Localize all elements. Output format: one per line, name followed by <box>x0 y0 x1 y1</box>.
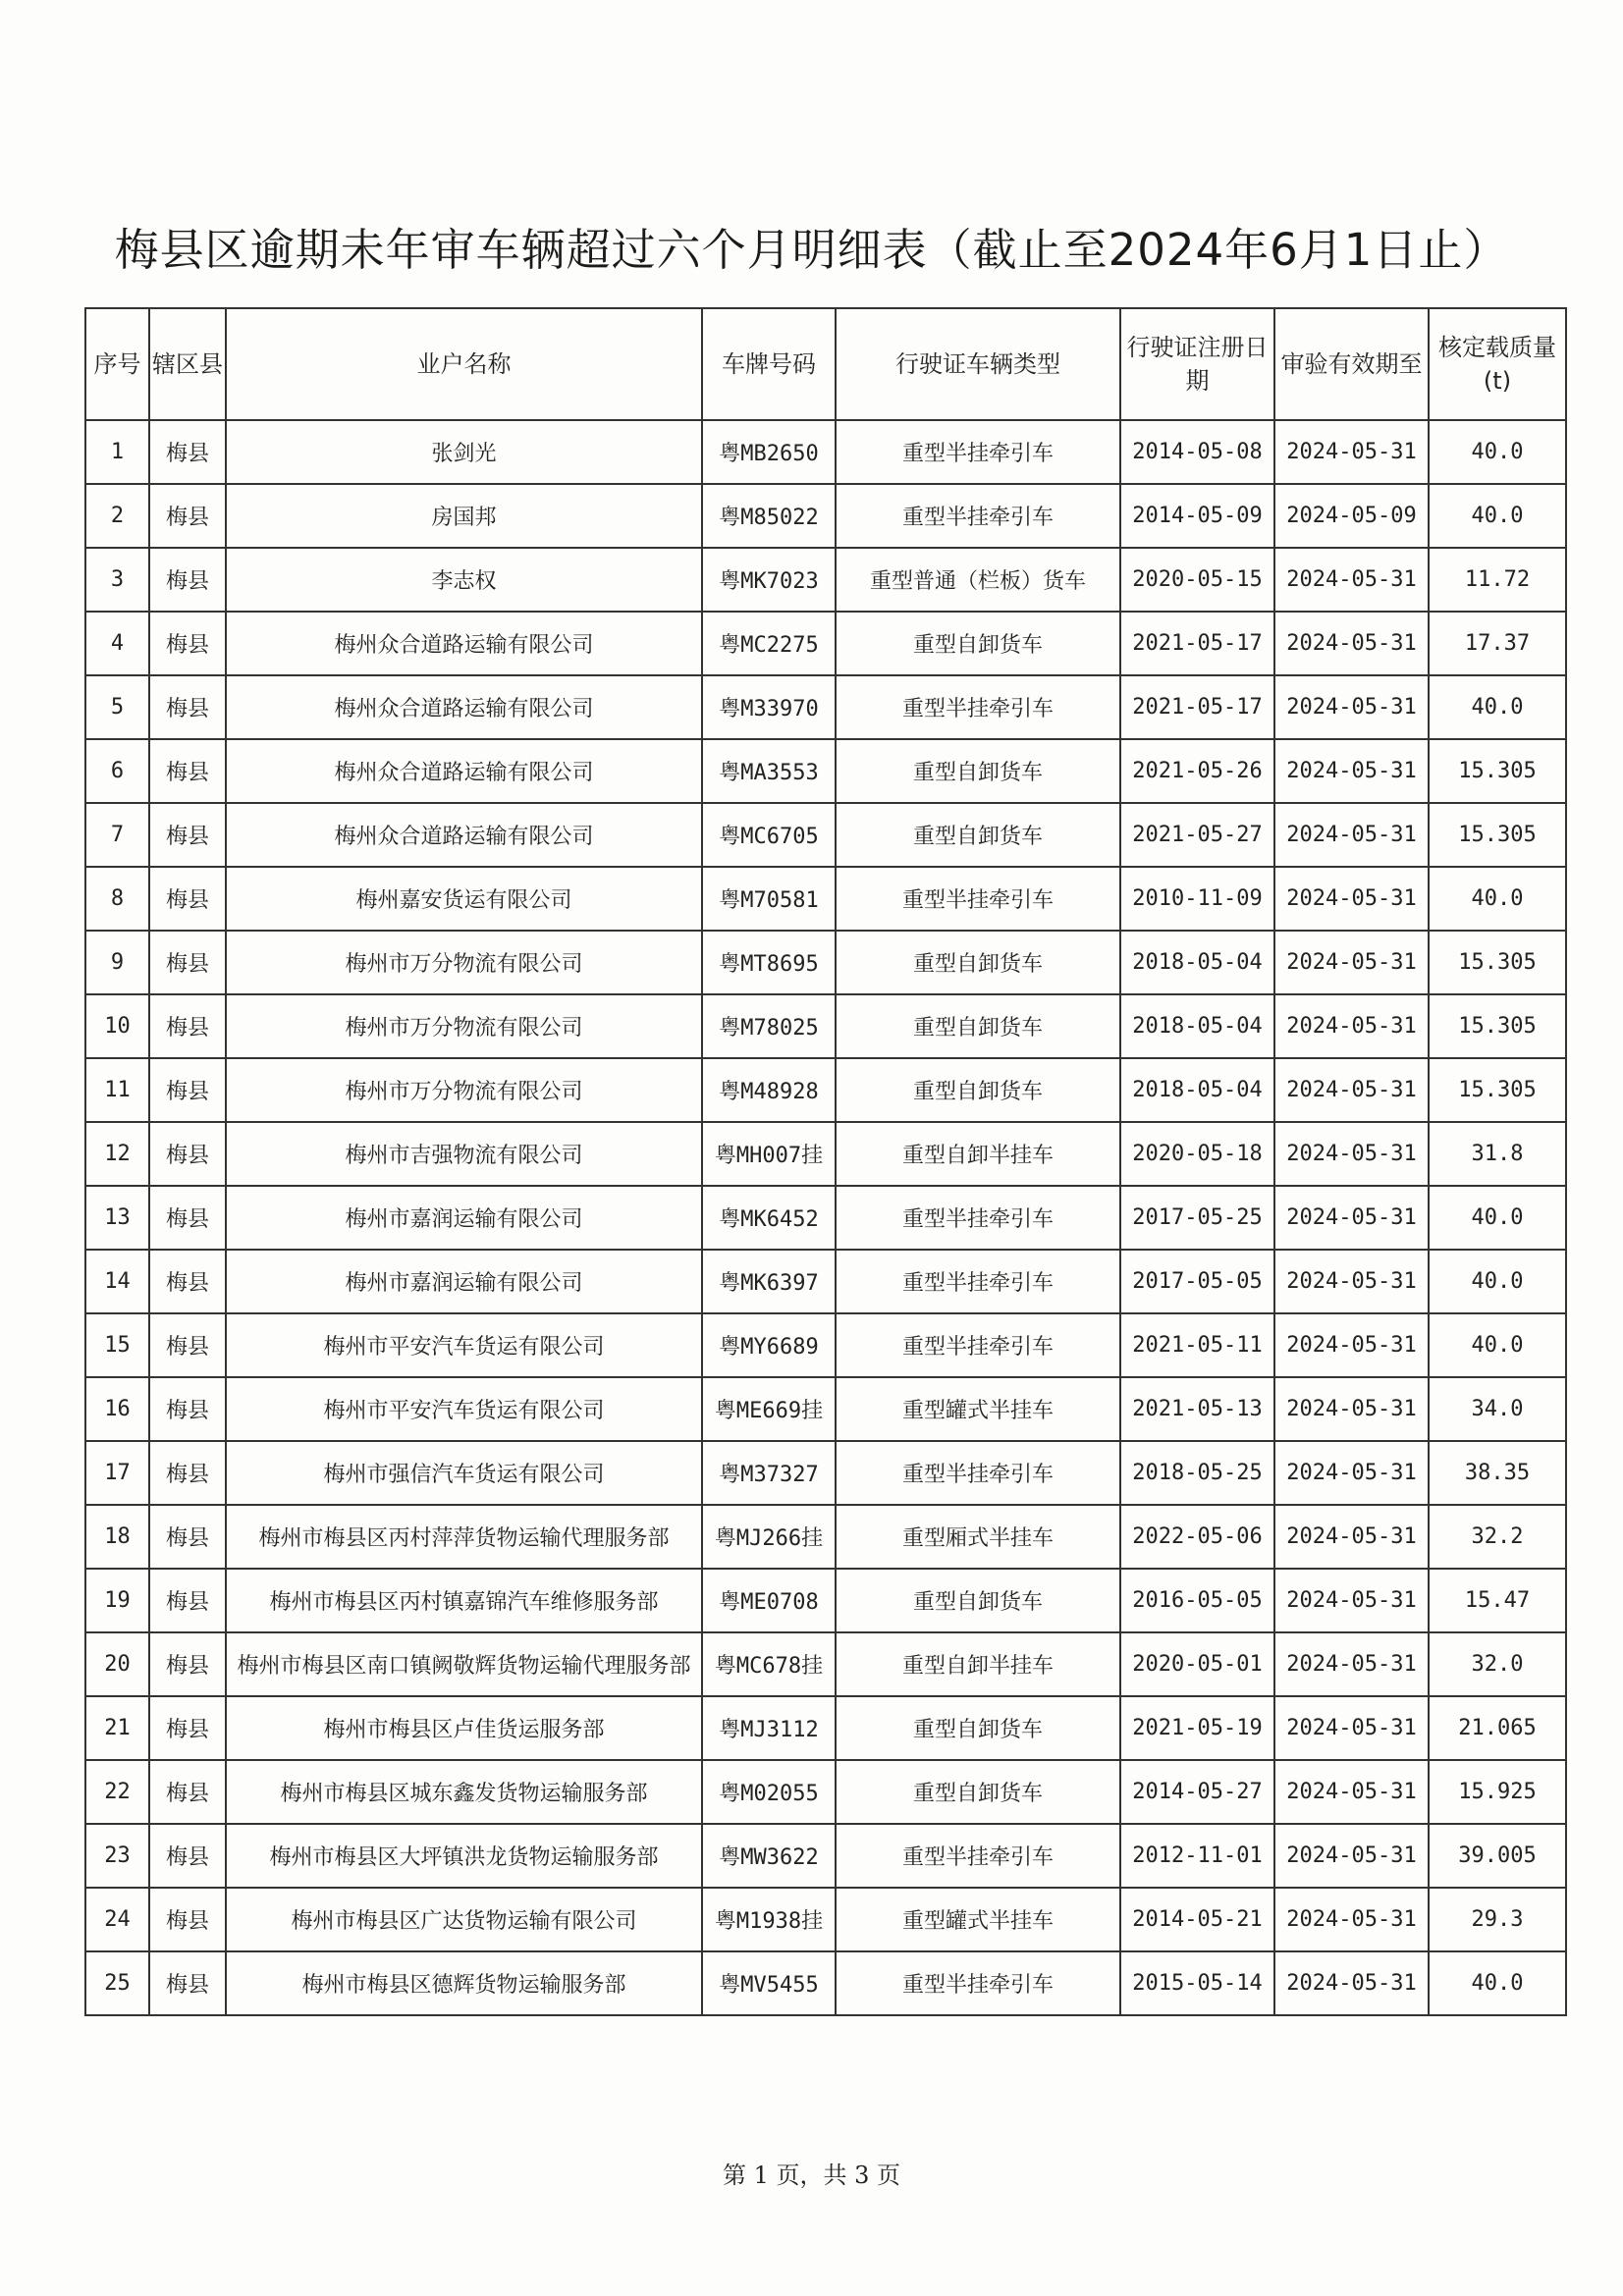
cell-valid-until: 2024-05-31 <box>1274 1569 1429 1632</box>
cell-valid-until: 2024-05-31 <box>1274 867 1429 931</box>
cell-vehicle-type: 重型自卸货车 <box>836 803 1120 867</box>
cell-vehicle-type: 重型自卸货车 <box>836 1569 1120 1632</box>
cell-county: 梅县 <box>149 1696 226 1760</box>
cell-vehicle-type: 重型普通（栏板）货车 <box>836 548 1120 612</box>
cell-plate: 粤MT8695 <box>702 931 836 994</box>
cell-county: 梅县 <box>149 1569 226 1632</box>
cell-load: 32.2 <box>1429 1505 1566 1569</box>
cell-owner: 梅州众合道路运输有限公司 <box>226 739 702 803</box>
cell-county: 梅县 <box>149 867 226 931</box>
cell-register-date: 2014-05-21 <box>1120 1888 1274 1951</box>
cell-register-date: 2021-05-26 <box>1120 739 1274 803</box>
table-row <box>85 675 1566 739</box>
cell-valid-until: 2024-05-31 <box>1274 1888 1429 1951</box>
cell-plate: 粤M48928 <box>702 1058 836 1122</box>
cell-load: 39.005 <box>1429 1824 1566 1888</box>
cell-vehicle-type: 重型半挂牵引车 <box>836 484 1120 548</box>
cell-owner: 梅州市嘉润运输有限公司 <box>226 1186 702 1250</box>
cell-seq: 2 <box>85 484 149 548</box>
cell-county: 梅县 <box>149 1824 226 1888</box>
cell-seq: 19 <box>85 1569 149 1632</box>
cell-valid-until: 2024-05-31 <box>1274 1441 1429 1505</box>
cell-valid-until: 2024-05-31 <box>1274 931 1429 994</box>
cell-valid-until: 2024-05-31 <box>1274 1632 1429 1696</box>
cell-valid-until: 2024-05-31 <box>1274 1186 1429 1250</box>
cell-register-date: 2021-05-17 <box>1120 675 1274 739</box>
cell-vehicle-type: 重型半挂牵引车 <box>836 1824 1120 1888</box>
cell-valid-until: 2024-05-31 <box>1274 1313 1429 1377</box>
cell-register-date: 2021-05-27 <box>1120 803 1274 867</box>
table-row <box>85 1122 1566 1186</box>
cell-seq: 12 <box>85 1122 149 1186</box>
cell-register-date: 2012-11-01 <box>1120 1824 1274 1888</box>
cell-plate: 粤M02055 <box>702 1760 836 1824</box>
cell-valid-until: 2024-05-31 <box>1274 675 1429 739</box>
cell-load: 17.37 <box>1429 612 1566 675</box>
cell-plate: 粤MY6689 <box>702 1313 836 1377</box>
cell-load: 21.065 <box>1429 1696 1566 1760</box>
cell-vehicle-type: 重型半挂牵引车 <box>836 1313 1120 1377</box>
cell-owner: 梅州市梅县区丙村萍萍货物运输代理服务部 <box>226 1505 702 1569</box>
cell-county: 梅县 <box>149 1313 226 1377</box>
cell-plate: 粤MK6452 <box>702 1186 836 1250</box>
table-row <box>85 1377 1566 1441</box>
cell-valid-until: 2024-05-31 <box>1274 1696 1429 1760</box>
header-plate: 车牌号码 <box>702 308 836 420</box>
cell-vehicle-type: 重型半挂牵引车 <box>836 1186 1120 1250</box>
cell-owner: 梅州市梅县区城东鑫发货物运输服务部 <box>226 1760 702 1824</box>
cell-valid-until: 2024-05-31 <box>1274 994 1429 1058</box>
cell-plate: 粤M70581 <box>702 867 836 931</box>
cell-county: 梅县 <box>149 1250 226 1313</box>
header-valid-until: 审验有效期至 <box>1274 308 1429 420</box>
cell-county: 梅县 <box>149 1377 226 1441</box>
cell-seq: 24 <box>85 1888 149 1951</box>
cell-register-date: 2021-05-17 <box>1120 612 1274 675</box>
cell-valid-until: 2024-05-09 <box>1274 484 1429 548</box>
cell-vehicle-type: 重型自卸货车 <box>836 1058 1120 1122</box>
cell-register-date: 2021-05-13 <box>1120 1377 1274 1441</box>
cell-load: 15.305 <box>1429 994 1566 1058</box>
table-row <box>85 739 1566 803</box>
cell-seq: 14 <box>85 1250 149 1313</box>
cell-seq: 17 <box>85 1441 149 1505</box>
cell-county: 梅县 <box>149 1058 226 1122</box>
cell-vehicle-type: 重型罐式半挂车 <box>836 1377 1120 1441</box>
cell-register-date: 2015-05-14 <box>1120 1951 1274 2015</box>
cell-plate: 粤MW3622 <box>702 1824 836 1888</box>
cell-county: 梅县 <box>149 1505 226 1569</box>
cell-load: 31.8 <box>1429 1122 1566 1186</box>
cell-county: 梅县 <box>149 548 226 612</box>
cell-register-date: 2022-05-06 <box>1120 1505 1274 1569</box>
cell-seq: 5 <box>85 675 149 739</box>
cell-vehicle-type: 重型半挂牵引车 <box>836 1250 1120 1313</box>
cell-county: 梅县 <box>149 1760 226 1824</box>
table-row <box>85 548 1566 612</box>
cell-valid-until: 2024-05-31 <box>1274 1250 1429 1313</box>
cell-load: 40.0 <box>1429 1951 1566 2015</box>
cell-valid-until: 2024-05-31 <box>1274 1377 1429 1441</box>
cell-owner: 李志权 <box>226 548 702 612</box>
cell-county: 梅县 <box>149 1632 226 1696</box>
table-row <box>85 931 1566 994</box>
table-row <box>85 1824 1566 1888</box>
header-vehicle-type: 行驶证车辆类型 <box>836 308 1120 420</box>
cell-county: 梅县 <box>149 931 226 994</box>
cell-load: 38.35 <box>1429 1441 1566 1505</box>
cell-plate: 粤MV5455 <box>702 1951 836 2015</box>
cell-vehicle-type: 重型厢式半挂车 <box>836 1505 1120 1569</box>
cell-seq: 15 <box>85 1313 149 1377</box>
cell-register-date: 2017-05-05 <box>1120 1250 1274 1313</box>
cell-valid-until: 2024-05-31 <box>1274 1505 1429 1569</box>
cell-owner: 梅州众合道路运输有限公司 <box>226 612 702 675</box>
cell-county: 梅县 <box>149 484 226 548</box>
table-row <box>85 994 1566 1058</box>
table-row <box>85 1058 1566 1122</box>
cell-plate: 粤MC6705 <box>702 803 836 867</box>
table-row <box>85 1569 1566 1632</box>
cell-plate: 粤MK7023 <box>702 548 836 612</box>
cell-seq: 21 <box>85 1696 149 1760</box>
cell-county: 梅县 <box>149 675 226 739</box>
cell-owner: 梅州市万分物流有限公司 <box>226 931 702 994</box>
cell-register-date: 2020-05-15 <box>1120 548 1274 612</box>
vehicle-table <box>84 307 1567 2016</box>
cell-plate: 粤M1938挂 <box>702 1888 836 1951</box>
table-row <box>85 1441 1566 1505</box>
cell-valid-until: 2024-05-31 <box>1274 1951 1429 2015</box>
cell-register-date: 2014-05-09 <box>1120 484 1274 548</box>
cell-county: 梅县 <box>149 803 226 867</box>
cell-county: 梅县 <box>149 994 226 1058</box>
cell-register-date: 2021-05-19 <box>1120 1696 1274 1760</box>
cell-seq: 8 <box>85 867 149 931</box>
cell-vehicle-type: 重型自卸货车 <box>836 1696 1120 1760</box>
cell-vehicle-type: 重型自卸货车 <box>836 994 1120 1058</box>
cell-register-date: 2014-05-08 <box>1120 420 1274 484</box>
table-row <box>85 1888 1566 1951</box>
header-seq: 序号 <box>85 308 149 420</box>
cell-county: 梅县 <box>149 1441 226 1505</box>
cell-county: 梅县 <box>149 420 226 484</box>
cell-vehicle-type: 重型半挂牵引车 <box>836 867 1120 931</box>
cell-plate: 粤MC2275 <box>702 612 836 675</box>
cell-county: 梅县 <box>149 612 226 675</box>
cell-plate: 粤MB2650 <box>702 420 836 484</box>
table-row <box>85 1951 1566 2015</box>
cell-seq: 22 <box>85 1760 149 1824</box>
header-load: 核定载质量(t) <box>1429 308 1566 420</box>
table-row <box>85 612 1566 675</box>
cell-seq: 10 <box>85 994 149 1058</box>
page-title: 梅县区逾期未年审车辆超过六个月明细表（截止至2024年6月1日止） <box>114 224 1509 276</box>
table-body <box>85 420 1566 2015</box>
cell-county: 梅县 <box>149 1186 226 1250</box>
cell-valid-until: 2024-05-31 <box>1274 803 1429 867</box>
cell-seq: 7 <box>85 803 149 867</box>
table-row <box>85 1250 1566 1313</box>
cell-owner: 张剑光 <box>226 420 702 484</box>
table-row <box>85 1696 1566 1760</box>
cell-seq: 16 <box>85 1377 149 1441</box>
cell-owner: 梅州市梅县区大坪镇洪龙货物运输服务部 <box>226 1824 702 1888</box>
cell-seq: 13 <box>85 1186 149 1250</box>
cell-register-date: 2018-05-04 <box>1120 994 1274 1058</box>
cell-vehicle-type: 重型自卸半挂车 <box>836 1632 1120 1696</box>
cell-county: 梅县 <box>149 739 226 803</box>
cell-seq: 11 <box>85 1058 149 1122</box>
cell-load: 15.305 <box>1429 803 1566 867</box>
cell-load: 40.0 <box>1429 867 1566 931</box>
cell-seq: 4 <box>85 612 149 675</box>
cell-load: 40.0 <box>1429 1186 1566 1250</box>
cell-county: 梅县 <box>149 1888 226 1951</box>
cell-owner: 梅州市嘉润运输有限公司 <box>226 1250 702 1313</box>
cell-load: 40.0 <box>1429 1313 1566 1377</box>
cell-valid-until: 2024-05-31 <box>1274 739 1429 803</box>
cell-load: 34.0 <box>1429 1377 1566 1441</box>
cell-vehicle-type: 重型半挂牵引车 <box>836 1441 1120 1505</box>
cell-owner: 梅州众合道路运输有限公司 <box>226 803 702 867</box>
cell-valid-until: 2024-05-31 <box>1274 420 1429 484</box>
cell-valid-until: 2024-05-31 <box>1274 1122 1429 1186</box>
table-row <box>85 867 1566 931</box>
cell-vehicle-type: 重型自卸货车 <box>836 612 1120 675</box>
cell-load: 40.0 <box>1429 675 1566 739</box>
table-row <box>85 1505 1566 1569</box>
cell-vehicle-type: 重型自卸货车 <box>836 739 1120 803</box>
cell-owner: 梅州市梅县区德辉货物运输服务部 <box>226 1951 702 2015</box>
cell-register-date: 2014-05-27 <box>1120 1760 1274 1824</box>
cell-county: 梅县 <box>149 1951 226 2015</box>
table-header-row <box>85 308 1566 420</box>
cell-owner: 梅州市梅县区南口镇阙敬辉货物运输代理服务部 <box>226 1632 702 1696</box>
cell-register-date: 2020-05-01 <box>1120 1632 1274 1696</box>
table-row <box>85 420 1566 484</box>
cell-plate: 粤M85022 <box>702 484 836 548</box>
cell-seq: 20 <box>85 1632 149 1696</box>
cell-load: 40.0 <box>1429 1250 1566 1313</box>
cell-register-date: 2018-05-25 <box>1120 1441 1274 1505</box>
cell-register-date: 2016-05-05 <box>1120 1569 1274 1632</box>
cell-owner: 梅州嘉安货运有限公司 <box>226 867 702 931</box>
cell-plate: 粤MC678挂 <box>702 1632 836 1696</box>
cell-vehicle-type: 重型罐式半挂车 <box>836 1888 1120 1951</box>
cell-vehicle-type: 重型自卸半挂车 <box>836 1122 1120 1186</box>
cell-load: 15.305 <box>1429 931 1566 994</box>
table-row <box>85 1313 1566 1377</box>
cell-owner: 梅州市吉强物流有限公司 <box>226 1122 702 1186</box>
cell-owner: 房国邦 <box>226 484 702 548</box>
cell-seq: 1 <box>85 420 149 484</box>
cell-owner: 梅州众合道路运输有限公司 <box>226 675 702 739</box>
cell-seq: 6 <box>85 739 149 803</box>
cell-plate: 粤MH007挂 <box>702 1122 836 1186</box>
table-row <box>85 1760 1566 1824</box>
cell-plate: 粤MJ266挂 <box>702 1505 836 1569</box>
cell-owner: 梅州市梅县区广达货物运输有限公司 <box>226 1888 702 1951</box>
cell-load: 11.72 <box>1429 548 1566 612</box>
table-row <box>85 803 1566 867</box>
header-county: 辖区县 <box>149 308 226 420</box>
cell-plate: 粤MK6397 <box>702 1250 836 1313</box>
cell-seq: 25 <box>85 1951 149 2015</box>
page-footer: 第 1 页，共 3 页 <box>722 2162 901 2189</box>
cell-plate: 粤MJ3112 <box>702 1696 836 1760</box>
cell-vehicle-type: 重型半挂牵引车 <box>836 420 1120 484</box>
cell-owner: 梅州市万分物流有限公司 <box>226 1058 702 1122</box>
cell-owner: 梅州市梅县区丙村镇嘉锦汽车维修服务部 <box>226 1569 702 1632</box>
cell-valid-until: 2024-05-31 <box>1274 548 1429 612</box>
cell-plate: 粤M37327 <box>702 1441 836 1505</box>
cell-load: 15.925 <box>1429 1760 1566 1824</box>
cell-plate: 粤MA3553 <box>702 739 836 803</box>
cell-load: 15.305 <box>1429 739 1566 803</box>
cell-owner: 梅州市平安汽车货运有限公司 <box>226 1313 702 1377</box>
cell-owner: 梅州市强信汽车货运有限公司 <box>226 1441 702 1505</box>
header-owner: 业户名称 <box>226 308 702 420</box>
cell-load: 15.47 <box>1429 1569 1566 1632</box>
cell-plate: 粤M33970 <box>702 675 836 739</box>
header-register-date: 行驶证注册日期 <box>1120 308 1274 420</box>
cell-register-date: 2021-05-11 <box>1120 1313 1274 1377</box>
cell-plate: 粤M78025 <box>702 994 836 1058</box>
cell-register-date: 2010-11-09 <box>1120 867 1274 931</box>
cell-owner: 梅州市梅县区卢佳货运服务部 <box>226 1696 702 1760</box>
cell-register-date: 2018-05-04 <box>1120 931 1274 994</box>
cell-valid-until: 2024-05-31 <box>1274 1760 1429 1824</box>
cell-load: 15.305 <box>1429 1058 1566 1122</box>
cell-vehicle-type: 重型自卸货车 <box>836 931 1120 994</box>
cell-valid-until: 2024-05-31 <box>1274 1058 1429 1122</box>
cell-vehicle-type: 重型自卸货车 <box>836 1760 1120 1824</box>
cell-register-date: 2020-05-18 <box>1120 1122 1274 1186</box>
cell-vehicle-type: 重型半挂牵引车 <box>836 675 1120 739</box>
cell-seq: 3 <box>85 548 149 612</box>
cell-valid-until: 2024-05-31 <box>1274 1824 1429 1888</box>
cell-load: 29.3 <box>1429 1888 1566 1951</box>
cell-seq: 23 <box>85 1824 149 1888</box>
cell-vehicle-type: 重型半挂牵引车 <box>836 1951 1120 2015</box>
cell-load: 40.0 <box>1429 484 1566 548</box>
cell-valid-until: 2024-05-31 <box>1274 612 1429 675</box>
cell-county: 梅县 <box>149 1122 226 1186</box>
cell-plate: 粤ME0708 <box>702 1569 836 1632</box>
table-row <box>85 484 1566 548</box>
table-row <box>85 1632 1566 1696</box>
cell-seq: 18 <box>85 1505 149 1569</box>
cell-seq: 9 <box>85 931 149 994</box>
table-row <box>85 1186 1566 1250</box>
cell-register-date: 2017-05-25 <box>1120 1186 1274 1250</box>
cell-plate: 粤ME669挂 <box>702 1377 836 1441</box>
cell-owner: 梅州市平安汽车货运有限公司 <box>226 1377 702 1441</box>
cell-owner: 梅州市万分物流有限公司 <box>226 994 702 1058</box>
cell-register-date: 2018-05-04 <box>1120 1058 1274 1122</box>
cell-load: 40.0 <box>1429 420 1566 484</box>
cell-load: 32.0 <box>1429 1632 1566 1696</box>
